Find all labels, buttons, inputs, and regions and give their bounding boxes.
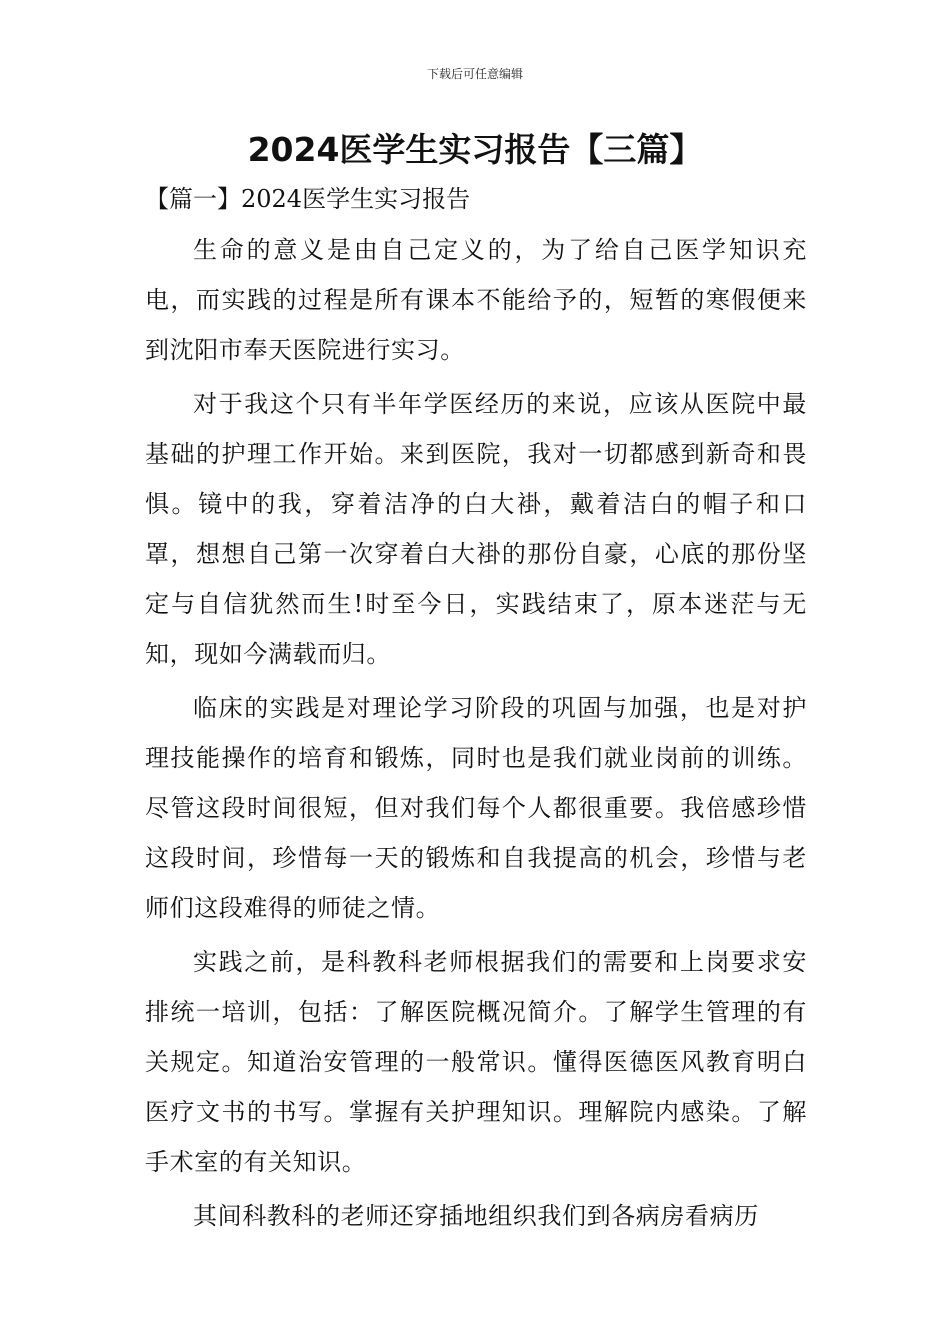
body-text — [145, 225, 807, 1245]
header-note: 下载后可任意编辑 — [426, 67, 523, 81]
section-heading: 【篇一】2024医学生实习报告 — [145, 185, 471, 213]
paragraph: 对于我这个只有半年学医经历的来说，应该从医院中最基础的护理工作开始。来到医院，我对一切都感到新奇和畏惧。镜中的我，穿着洁净的白大褂，戴着洁白的帽子和口罩，想想自己第一次穿着白大褂的那份自豪，心底的那份坚定与自信犹然而生!时至今日，实践结束了，原本迷茫与无知，现如今满载而归。 — [145, 390, 807, 668]
paragraph: 临床的实践是对理论学习阶段的巩固与加强，也是对护理技能操作的培育和锻炼，同时也是我们就业岗前的训练。尽管这段时间很短，但对我们每个人都很重要。我倍感珍惜这段时间，珍惜每一天的锻炼和自我提高的机会，珍惜与老师们这段难得的师徒之情。 — [145, 694, 807, 922]
paragraph: 生命的意义是由自己定义的，为了给自己医学知识充电，而实践的过程是所有课本不能给予的，短暂的寒假便来到沈阳市奉天医院进行实习。 — [145, 236, 807, 364]
paragraph: 实践之前，是科教科老师根据我们的需要和上岗要求安排统一培训，包括：了解医院概况简介。了解学生管理的有关规定。知道治安管理的一般常识。懂得医德医风教育明白医疗文书的书写。掌握有关护理知识。理解院内感染。了解手术室的有关知识。 — [145, 948, 807, 1176]
document-title: 2024医学生实习报告【三篇】 — [247, 130, 703, 169]
paragraph: 其间科教科的老师还穿插地组织我们到各病房看病历 — [193, 1202, 759, 1230]
